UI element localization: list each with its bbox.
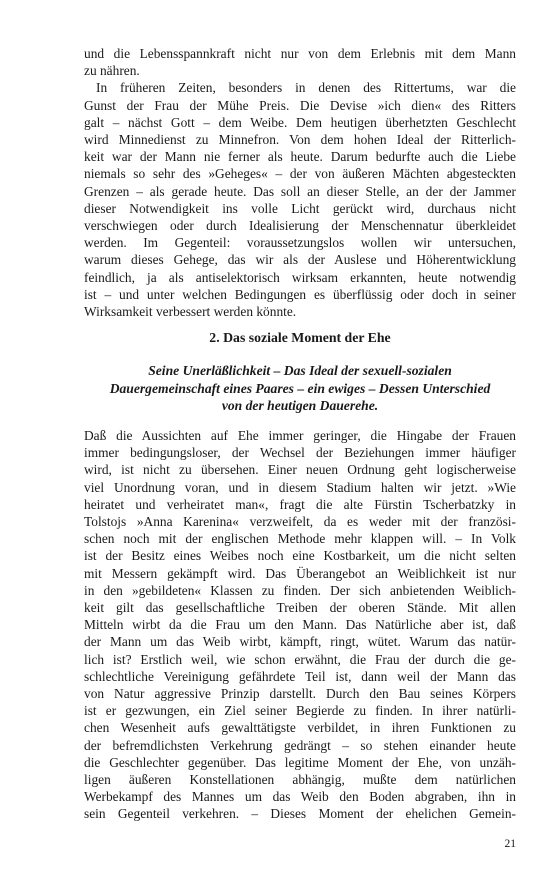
text-line: schlechtliche Vereinigung gefährdete Teil ist, dann weil der Mann das <box>84 668 516 684</box>
text-line: wird, ist nicht zu übersehen. Einer neuen Ordnung geht logischerweise <box>84 462 516 478</box>
text-line: Gunst der Frau der Mühe Preis. Die Devise »ich dien« des Ritters <box>84 97 516 113</box>
text-line: dieser Notwendigkeit ins volle Licht gerückt wird, durchaus nicht <box>84 200 516 216</box>
text-line: chen Wesenheit aufs gewalttätigste verbildet, in ihren Funktionen zu <box>84 720 516 736</box>
paragraph-ehe <box>84 427 516 823</box>
text-line: lich ist? Erstlich weil, wie schon erwähnt, die Frau der durch die ge- <box>84 651 516 667</box>
text-line: der befremdlichsten Verkehrung gedrängt – so stehen einander heute <box>84 737 516 753</box>
text-line: warum dieses Gehege, das wir als der Auslese und Höherentwicklung <box>84 252 516 268</box>
text-line: ligen äußeren Konstellationen abhängig, mußte dem natürlichen <box>84 772 516 788</box>
text-line: sein Gegenteil verkehren. – Dieses Moment der ehelichen Gemein- <box>84 806 516 822</box>
body-text-bottom <box>84 427 516 823</box>
text-line: feindlich, ja als antiselektorisch wirksam erkannten, heute notwendig <box>84 269 516 285</box>
text-line: der Mann um das Weib wirbt, kämpft, ringt, wütet. Warum das natür- <box>84 634 516 650</box>
text-line: ist der Besitz eines Weibes noch eine Kostbarkeit, um die nicht selten <box>84 548 516 564</box>
subheading-line: von der heutigen Dauerehe. <box>221 398 379 413</box>
subheading-line: Dauergemeinschaft eines Paares – ein ewiges – Dessen Unterschied <box>109 380 491 396</box>
text-line: Werbekampf des Mannes um das Weib den Boden abgraben, ihn in <box>84 789 516 805</box>
continuation-paragraph <box>84 45 516 79</box>
subheading-line: Seine Unerläßlichkeit – Das Ideal der sexuell-sozialen <box>148 363 452 378</box>
text-line: ist – und unter welchen Bedingungen es überflüssig oder doch in seiner <box>84 286 516 302</box>
text-line: Wirksamkeit verbessert werden könnte. <box>84 304 297 320</box>
section-heading: 2. Das soziale Moment der Ehe <box>209 330 391 345</box>
text-line: heiratet und verheiratet man«, fragt die alte Fürstin Tscherbatzky in <box>84 496 516 512</box>
text-line: mit Messern gekämpft wird. Das Überangebot an Weiblichkeit ist nur <box>84 565 516 581</box>
text-line: ist er gezwungen, ein Ziel seiner Begierde zu finden. In ihrer natürli- <box>84 703 516 719</box>
text-line: In früheren Zeiten, besonders in denen des Rittertums, war die <box>96 80 516 96</box>
text-line: wird Minnedienst zu Minnefron. Von dem hohen Ideal der Ritterlich- <box>84 132 516 148</box>
text-line: niemals so sehr des »Geheges« – der von äußeren Mächten abgesteckten <box>84 166 516 182</box>
text-line: in den »gebildeten« Klassen zu finden. Der sich anbietenden Weiblich- <box>84 582 516 598</box>
text-line: immer bedingungsloser, der Wechsel der Beziehungen immer häufiger <box>84 445 516 461</box>
paragraph-rittertum <box>84 79 516 320</box>
text-line: Grenzen – als gerade heute. Das soll an dieser Stelle, an der der Jammer <box>84 183 516 199</box>
text-line: viel Unordnung voran, und in diesem Stadium halten wir jetzt. »Wie <box>84 479 516 495</box>
text-line: schen noch mit der englischen Methode mehr klappen will. – In Volk <box>84 531 516 547</box>
text-line: verschwiegen oder durch Idealisierung der Menschennatur überkleidet <box>84 218 516 234</box>
section-subheading <box>84 362 516 415</box>
text-line: Tolstojs »Anna Karenina« verzweifelt, da es weder mit der französi- <box>84 514 516 530</box>
text-line: galt – nächst Gott – dem Weibe. Dem heutigen überhetzten Geschlecht <box>84 114 516 130</box>
text-line: Mitteln wirbt da die Frau um den Mann. Das Natürliche aber ist, daß <box>84 617 516 633</box>
text-line: von Natur aggressive Prinzip darstellt. Durch den Bau seines Körpers <box>84 686 516 702</box>
body-text-top <box>84 45 516 320</box>
text-line: die Geschlechter gegenüber. Das legitime Moment der Ehe, von unzäh- <box>84 754 516 770</box>
text-line: zu nähren. <box>84 63 140 79</box>
text-line: werden. Im Gegenteil: voraussetzungslos wollen wir untersuchen, <box>84 235 516 251</box>
text-line: und die Lebensspannkraft nicht nur von dem Erlebnis mit dem Mann <box>84 46 516 61</box>
page-number: 21 <box>504 838 516 850</box>
text-line: keit war der Mann nie ferner als heute. Darum bedurfte auch die Liebe <box>84 149 516 165</box>
text-line: keit gilt das gesellschaftliche Treiben der oberen Stände. Mit allen <box>84 600 516 616</box>
text-line: Daß die Aussichten auf Ehe immer geringer, die Hingabe der Frauen <box>84 428 516 443</box>
